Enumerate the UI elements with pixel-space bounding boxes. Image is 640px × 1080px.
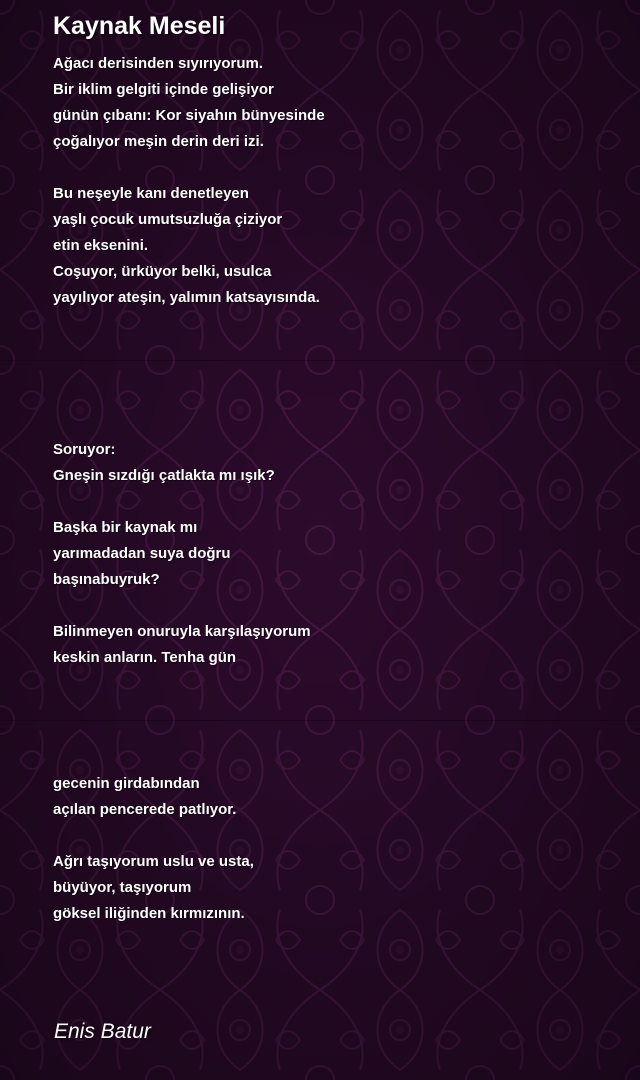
poem-author: Enis Batur bbox=[54, 1020, 151, 1043]
poem-line: büyüyor, taşıyorum bbox=[53, 879, 192, 896]
poem-page-2 bbox=[53, 437, 311, 671]
poem-page-3 bbox=[53, 771, 254, 927]
poem-line: Ağacı derisinden sıyırıyorum. bbox=[53, 55, 264, 72]
poem-line: yaşlı çocuk umutsuzluğa çiziyor bbox=[53, 211, 283, 228]
poem-line: Başka bir kaynak mı bbox=[53, 519, 198, 536]
poem-line: Bilinmeyen onuruyla karşılaşıyorum bbox=[53, 623, 311, 640]
poem-line: çoğalıyor meşin derin deri izi. bbox=[53, 133, 264, 150]
poem-line: keskin anların. Tenha gün bbox=[53, 649, 237, 666]
poem-line: başınabuyruk? bbox=[53, 571, 160, 588]
poem-line: Coşuyor, ürküyor belki, usulca bbox=[53, 263, 272, 280]
stanza-gap bbox=[53, 823, 254, 849]
poem-line: günün çıbanı: Kor siyahın bünyesinde bbox=[53, 107, 325, 124]
poem-line: Gneşin sızdığı çatlakta mı ışık? bbox=[53, 467, 275, 484]
poem-title: Kaynak Meseli bbox=[53, 12, 226, 40]
poem-page-1 bbox=[53, 51, 325, 311]
poem-line: göksel iliğinden kırmızının. bbox=[53, 905, 245, 922]
stanza-gap bbox=[53, 489, 311, 515]
poem-line: yarımadadan suya doğru bbox=[53, 545, 231, 562]
poem-line: Bu neşeyle kanı denetleyen bbox=[53, 185, 249, 202]
stanza-gap bbox=[53, 155, 325, 181]
poem-line: etin eksenini. bbox=[53, 237, 149, 254]
poem-line: Ağrı taşıyorum uslu ve usta, bbox=[53, 853, 254, 870]
page-divider bbox=[0, 720, 640, 721]
stanza-gap bbox=[53, 593, 311, 619]
page-divider bbox=[0, 360, 640, 361]
poem-line: açılan pencerede patlıyor. bbox=[53, 801, 237, 818]
poem-line: Soruyor: bbox=[53, 441, 116, 458]
poem-line: yayılıyor ateşin, yalımın katsayısında. bbox=[53, 289, 320, 306]
poem-line: gecenin girdabından bbox=[53, 775, 200, 792]
poem-line: Bir iklim gelgiti içinde gelişiyor bbox=[53, 81, 274, 98]
